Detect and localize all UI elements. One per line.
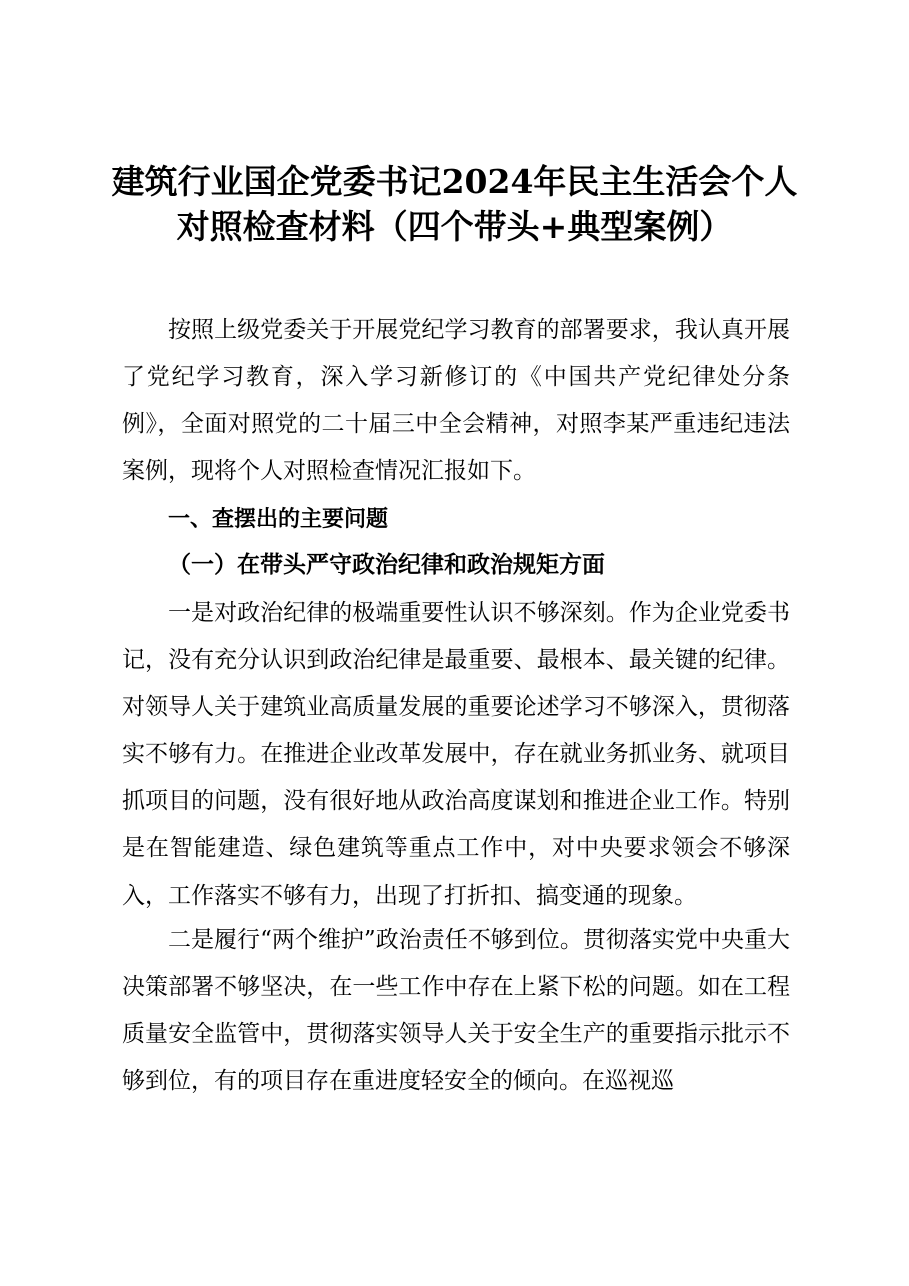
body-paragraph-1: 一是对政治纪律的极端重要性认识不够深刻。作为企业党委书记，没有充分认识到政治纪律是最重要、最根本、最关键的纪律。对领导人关于建筑业高质量发展的重要论述学习不够深入，贯彻落实不够有力。在推进企业改革发展中，存在就业务抓业务、就项目抓项目的问题，没有很好地从政治高度谋划和推进企业工作。特别是在智能建造、绿色建筑等重点工作中，对中央要求领会不够深入，工作落实不够有力，出现了打折扣、搞变通的现象。: [122, 600, 790, 909]
section-heading: 一、查摆出的主要问题: [168, 507, 389, 532]
intro-paragraph: 按照上级党委关于开展党纪学习教育的部署要求，我认真开展了党纪学习教育，深入学习新修订的《中国共产党纪律处分条例》，全面对照党的二十届三中全会精神，对照李某严重违纪违法案例，现将个人对照检查情况汇报如下。: [122, 317, 790, 485]
document-title-line-2: 对照检查材料（四个带头+典型案例）: [176, 207, 733, 246]
subsection-heading: （一）在带头严守政治纪律和政治规矩方面: [168, 551, 605, 578]
document-title-line-1: 建筑行业国企党委书记2024年民主生活会个人: [111, 162, 798, 201]
body-paragraph-2: 二是履行“两个维护”政治责任不够到位。贯彻落实党中央重大决策部署不够坚决，在一些工作中存在上紧下松的问题。如在工程质量安全监管中，贯彻落实领导人关于安全生产的重要指示批示不够到位，有的项目存在重进度轻安全的倾向。在巡视巡: [122, 927, 790, 1095]
